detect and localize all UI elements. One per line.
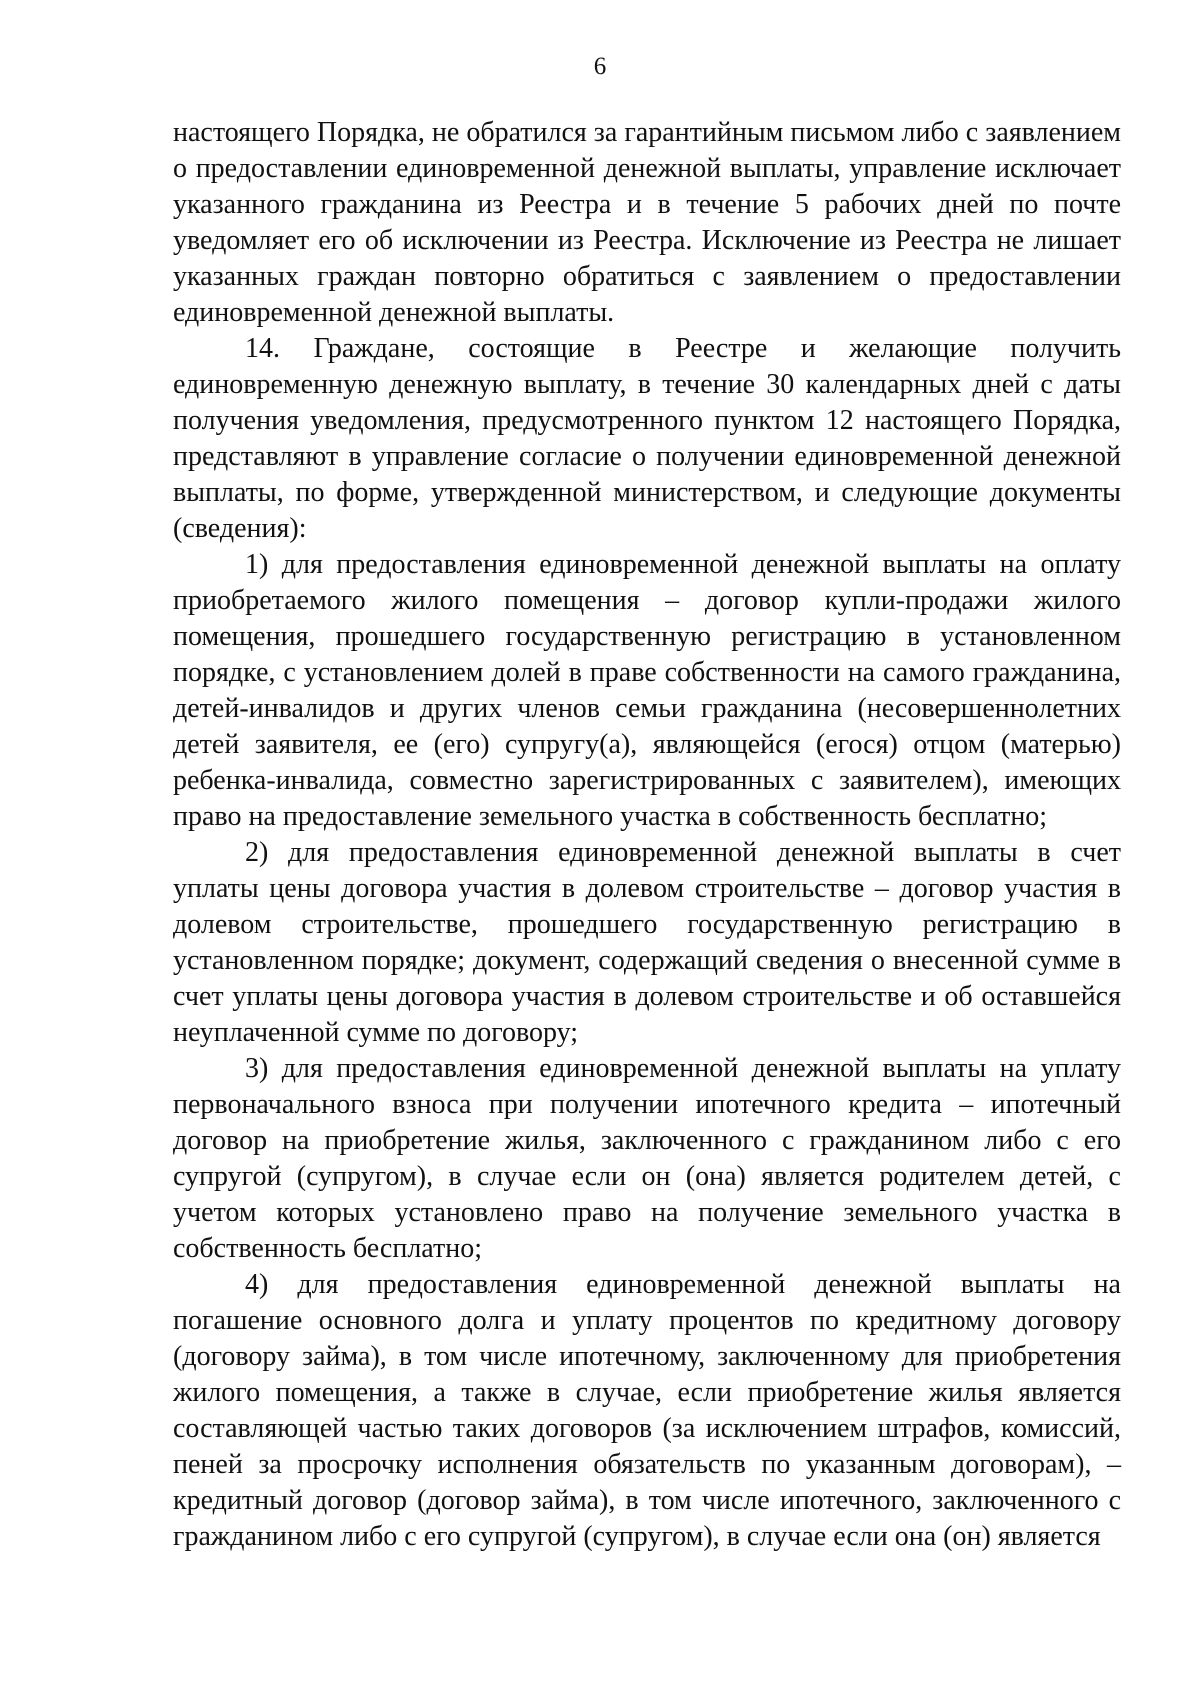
paragraph-subitem-4: 4) для предоставления единовременной денежной выплаты на погашение основного долга и уплату процентов по кредитному договору (договору займа), в том числе ипотечному, заключенному для приобретения жилого помещения, а также в случае, если приобретение жилья является составляющей частью таких договоров (за исключением штрафов, комиссий, пеней за просрочку исполнения обязательств по указанным договорам), – кредитный договор (договор займа), в том числе ипотечного, заключенного с гражданином либо с его супругой (супругом), в случае если она (он) является xyxy=(173,1269,1121,1552)
paragraph-subitem-3: 3) для предоставления единовременной денежной выплаты на уплату первоначального взноса при получении ипотечного кредита – ипотечный договор на приобретение жилья, заключенного с гражданином либо с его супругой (супругом), в случае если он (она) является родителем детей, с учетом которых установлено право на получение земельного участка в собственность бесплатно; xyxy=(173,1053,1121,1264)
paragraph-item-14: 14. Граждане, состоящие в Реестре и желающие получить единовременную денежную выплату, в течение 30 календарных дней с даты получения уведомления, предусмотренного пунктом 12 настоящего Порядка, представляют в управление согласие о получении единовременной денежной выплаты, по форме, утвержденной министерством, и следующие документы (сведения): xyxy=(173,333,1121,544)
paragraph-continuation: настоящего Порядка, не обратился за гарантийным письмом либо с заявлением о предоставлении единовременной денежной выплаты, управление исключает указанного гражданина из Реестра и в течение 5 рабочих дней по почте уведомляет его об исключении из Реестра. Исключение из Реестра не лишает указанных граждан повторно обратиться с заявлением о предоставлении единовременной денежной выплаты. xyxy=(173,117,1121,328)
paragraph-subitem-1: 1) для предоставления единовременной денежной выплаты на оплату приобретаемого жилого помещения – договор купли-продажи жилого помещения, прошедшего государственную регистрацию в установленном порядке, с установлением долей в праве собственности на самого гражданина, детей-инвалидов и других членов семьи гражданина (несовершеннолетних детей заявителя, ее (его) супругу(а), являющейся (егося) отцом (матерью) ребенка-инвалида, совместно зарегистрированных с заявителем), имеющих право на предоставление земельного участка в собственность бесплатно; xyxy=(173,549,1121,832)
page-number: 6 xyxy=(593,53,607,80)
paragraph-subitem-2: 2) для предоставления единовременной денежной выплаты в счет уплаты цены договора участия в долевом строительстве – договор участия в долевом строительстве, прошедшего государственную регистрацию в установленном порядке; документ, содержащий сведения о внесенной сумме в счет уплаты цены договора участия в долевом строительстве и об оставшейся неуплаченной сумме по договору; xyxy=(173,837,1121,1048)
document-body xyxy=(173,115,1121,1555)
